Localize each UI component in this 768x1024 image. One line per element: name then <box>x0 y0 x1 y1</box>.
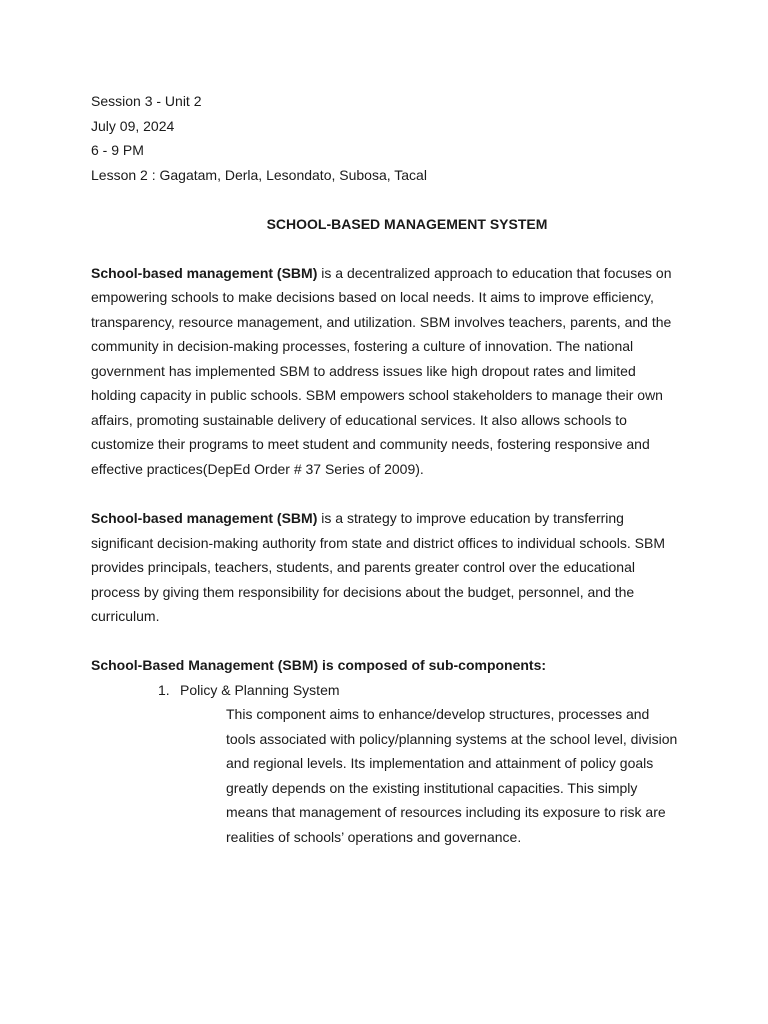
session-line: Session 3 - Unit 2 <box>91 93 202 109</box>
list-item <box>158 678 340 703</box>
document-title: SCHOOL-BASED MANAGEMENT SYSTEM <box>266 215 548 232</box>
paragraph-1-text: is a decentralized approach to education that focuses on empowering schools to make decisions based on local needs. It aims to improve efficiency, transparency, resource management, and utilization. SBM involves teachers, parents, and the community in decision-making processes, fostering a culture of innovation. The national government has implemented SBM to address issues like high dropout rates and limited holding capacity in public schools. SBM empowers school stakeholders to manage their own affairs, promoting sustainable delivery of educational services. It also allows schools to customize their programs to meet student and community needs, fostering responsive and effective practices(DepEd Order # 37 Series of 2009). <box>91 264 672 477</box>
time-line: 6 - 9 PM <box>91 142 144 158</box>
list-item-label: Policy & Planning System <box>180 681 340 698</box>
paragraph-1 <box>91 261 681 482</box>
paragraph-1-term: School-based management (SBM) <box>91 264 318 281</box>
paragraph-2-term: School-based management (SBM) <box>91 510 318 526</box>
list-item-description: This component aims to enhance/develop structures, processes and tools associated with policy/planning systems at the school level, division and regional levels. Its implementation and attainment of policy goals greatly depends on the existing institutional capacities. This simply means that management of resources including its exposure to risk are realities of schools’ operations and governance. <box>226 706 678 845</box>
paragraph-2 <box>91 506 681 629</box>
paragraph-2-text: is a strategy to improve education by transferring significant decision-making authority from state and district offices to individual schools. SBM provides principals, teachers, students, and parents greater control over the educational process by giving them responsibility for decisions about the budget, personnel, and the curriculum. <box>91 510 666 624</box>
list-item-number: 1. <box>158 681 170 698</box>
date-line: July 09, 2024 <box>91 117 175 134</box>
lesson-line: Lesson 2 : Gagatam, Derla, Lesondato, Subosa, Tacal <box>91 166 427 183</box>
components-heading: School-Based Management (SBM) is composed of sub-components: <box>91 657 547 673</box>
